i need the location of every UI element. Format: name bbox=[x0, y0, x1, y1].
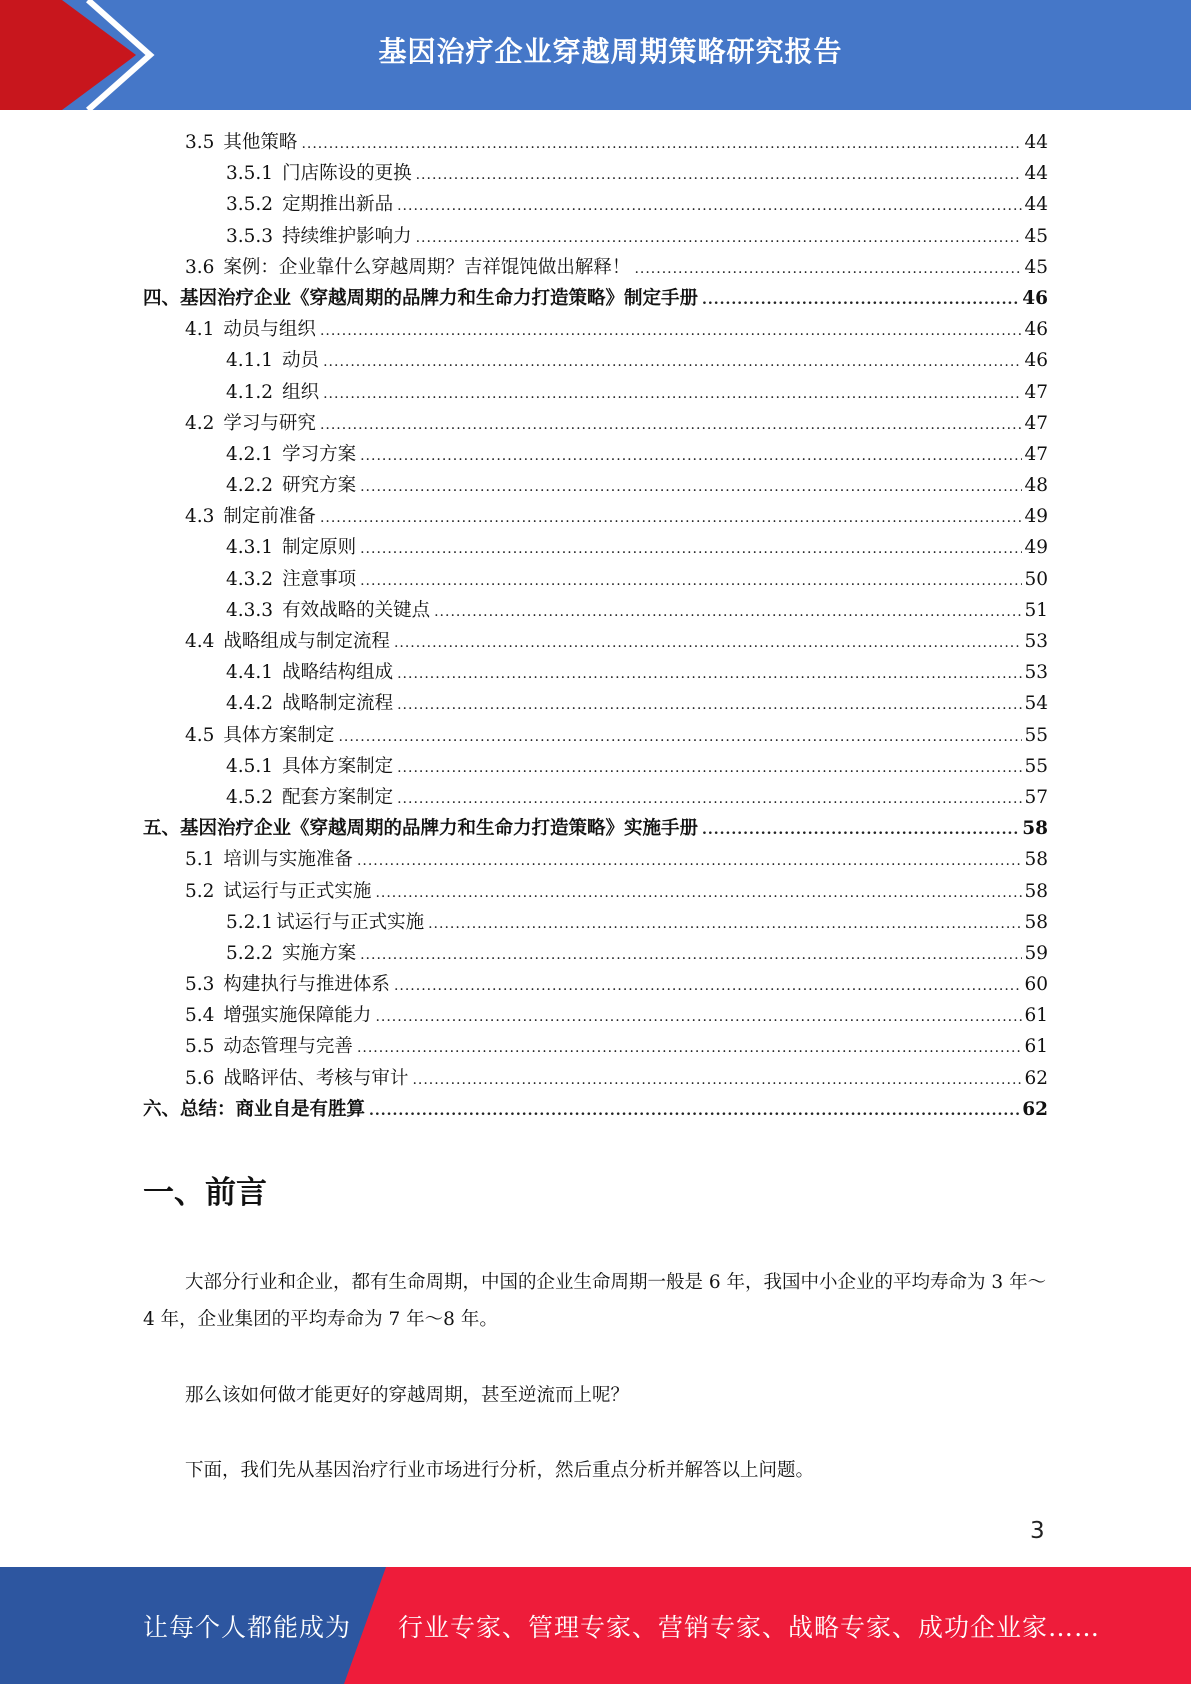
toc-entry-page: 46 bbox=[1024, 350, 1048, 372]
toc-entry-label: 动态管理与完善 bbox=[223, 1036, 353, 1058]
toc-entry-page: 53 bbox=[1024, 662, 1048, 684]
toc-entry-label: 动员 bbox=[282, 350, 320, 372]
toc-entry-number: 5.3 bbox=[185, 974, 215, 996]
toc-entry[interactable] bbox=[143, 844, 1048, 875]
toc-entry-page: 46 bbox=[1022, 287, 1048, 309]
toc-dot-leader bbox=[702, 285, 1020, 316]
toc-entry[interactable] bbox=[143, 688, 1048, 719]
toc-entry-page: 45 bbox=[1024, 256, 1048, 278]
toc-entry-page: 58 bbox=[1024, 849, 1048, 871]
toc-entry[interactable] bbox=[143, 283, 1048, 314]
table-of-contents bbox=[143, 127, 1048, 1125]
toc-entry[interactable] bbox=[143, 782, 1048, 813]
toc-entry-number: 5.5 bbox=[185, 1036, 215, 1058]
toc-entry-page: 58 bbox=[1022, 818, 1048, 840]
toc-entry-label: 门店陈设的更换 bbox=[282, 163, 412, 185]
toc-entry-label: 学习方案 bbox=[282, 443, 357, 465]
toc-entry-page: 53 bbox=[1024, 631, 1048, 652]
toc-entry-page: 49 bbox=[1024, 537, 1048, 559]
toc-entry-label: 试运行与正式实施 bbox=[276, 911, 425, 933]
toc-entry-number: 5.6 bbox=[185, 1067, 215, 1089]
toc-entry[interactable] bbox=[143, 813, 1048, 844]
toc-entry-page: 44 bbox=[1024, 163, 1048, 185]
toc-entry-number: 4.1 bbox=[185, 319, 215, 341]
toc-dot-leader bbox=[397, 191, 1022, 222]
toc-entry-label: 案例：企业靠什么穿越周期？吉祥馄饨做出解释！ bbox=[223, 256, 631, 278]
toc-entry-page: 60 bbox=[1024, 974, 1048, 996]
toc-entry-label: 动员与组织 bbox=[223, 319, 316, 341]
toc-dot-leader bbox=[634, 254, 1022, 285]
toc-entry-number: 4.1.1 bbox=[226, 350, 274, 372]
footer-slogan-left: 让每个人都能成为 bbox=[143, 1612, 352, 1642]
toc-entry-number: 3.5.2 bbox=[226, 194, 274, 216]
toc-entry-label: 具体方案制定 bbox=[282, 755, 394, 777]
toc-dot-leader bbox=[394, 971, 1023, 1002]
body-paragraph: 大部分行业和企业，都有生命周期，中国的企业生命周期一般是 6 年，我国中小企业的平均寿命为 3 年～4 年，企业集团的平均寿命为 7 年～8 年。 bbox=[143, 1272, 1047, 1330]
page-header bbox=[0, 0, 1191, 110]
toc-entry-number: 5.2.2 bbox=[226, 942, 274, 964]
toc-entry-number: 4.3 bbox=[185, 506, 215, 528]
toc-entry-page: 59 bbox=[1024, 942, 1048, 964]
toc-entry-number: 5.4 bbox=[185, 1005, 215, 1027]
toc-dot-leader bbox=[375, 1002, 1022, 1033]
page-number: 3 bbox=[1030, 1518, 1045, 1544]
toc-entry[interactable] bbox=[143, 408, 1048, 439]
toc-dot-leader bbox=[360, 534, 1022, 565]
toc-entry-number: 4.1.2 bbox=[226, 381, 274, 403]
toc-dot-leader bbox=[360, 940, 1022, 971]
toc-dot-leader bbox=[360, 566, 1022, 597]
toc-entry[interactable] bbox=[143, 907, 1048, 938]
toc-entry[interactable] bbox=[143, 439, 1048, 470]
toc-dot-leader bbox=[323, 379, 1022, 410]
toc-entry-label: 六、总结：商业自是有胜算 bbox=[143, 1098, 366, 1120]
toc-entry[interactable] bbox=[143, 657, 1048, 688]
toc-entry[interactable] bbox=[143, 1063, 1048, 1094]
toc-dot-leader bbox=[397, 659, 1022, 690]
toc-entry-page: 62 bbox=[1024, 1067, 1048, 1089]
toc-entry[interactable] bbox=[143, 221, 1048, 252]
toc-entry[interactable] bbox=[143, 720, 1048, 751]
toc-entry-label: 制定原则 bbox=[282, 537, 357, 559]
toc-entry-number: 4.4.1 bbox=[226, 662, 274, 684]
body-paragraph: 那么该如何做才能更好的穿越周期，甚至逆流而上呢？ bbox=[185, 1385, 630, 1406]
toc-entry-page: 47 bbox=[1024, 381, 1048, 403]
toc-entry-number: 4.2.1 bbox=[226, 443, 274, 465]
toc-dot-leader bbox=[702, 815, 1020, 846]
toc-entry-page: 55 bbox=[1024, 755, 1048, 777]
toc-entry-number: 4.2.2 bbox=[226, 475, 274, 497]
toc-entry[interactable] bbox=[143, 501, 1048, 532]
toc-entry-number: 3.6 bbox=[185, 256, 215, 278]
toc-entry[interactable] bbox=[143, 189, 1048, 220]
toc-entry-page: 48 bbox=[1024, 475, 1048, 497]
toc-entry[interactable] bbox=[143, 1031, 1048, 1062]
toc-dot-leader bbox=[412, 1065, 1022, 1096]
toc-entry[interactable] bbox=[143, 252, 1048, 283]
toc-entry-number: 4.5.1 bbox=[226, 755, 274, 777]
toc-dot-leader bbox=[397, 753, 1022, 784]
toc-entry-label: 战略组成与制定流程 bbox=[223, 631, 390, 652]
toc-dot-leader bbox=[428, 909, 1022, 940]
toc-entry-label: 五、基因治疗企业《穿越周期的品牌力和生命力打造策略》实施手册 bbox=[143, 818, 699, 840]
toc-dot-leader bbox=[369, 1096, 1020, 1127]
toc-entry-page: 62 bbox=[1022, 1098, 1048, 1120]
toc-entry[interactable] bbox=[143, 938, 1048, 969]
toc-entry[interactable] bbox=[143, 1000, 1048, 1031]
toc-entry-number: 3.5 bbox=[185, 132, 215, 153]
toc-entry-label: 学习与研究 bbox=[223, 412, 316, 434]
toc-entry-label: 有效战略的关键点 bbox=[282, 599, 431, 621]
toc-entry-number: 5.2 bbox=[185, 880, 215, 902]
section-heading: 一、前言 bbox=[143, 1175, 267, 1211]
report-title: 基因治疗企业穿越周期策略研究报告 bbox=[378, 35, 843, 68]
toc-entry[interactable] bbox=[143, 377, 1048, 408]
toc-entry-number: 4.4.2 bbox=[226, 693, 274, 715]
toc-entry-label: 四、基因治疗企业《穿越周期的品牌力和生命力打造策略》制定手册 bbox=[143, 287, 699, 309]
toc-dot-leader bbox=[360, 472, 1022, 503]
toc-entry-number: 4.5 bbox=[185, 724, 215, 746]
toc-entry-page: 61 bbox=[1024, 1005, 1048, 1027]
toc-entry-number: 4.3.2 bbox=[226, 568, 274, 590]
toc-entry[interactable] bbox=[143, 751, 1048, 782]
toc-entry-page: 47 bbox=[1024, 412, 1048, 434]
toc-dot-leader bbox=[394, 628, 1023, 659]
toc-entry-number: 4.3.1 bbox=[226, 537, 274, 559]
toc-entry-page: 58 bbox=[1024, 911, 1048, 933]
toc-entry-label: 增强实施保障能力 bbox=[223, 1005, 372, 1027]
toc-entry[interactable] bbox=[143, 158, 1048, 189]
toc-entry[interactable] bbox=[143, 969, 1048, 1000]
toc-dot-leader bbox=[320, 503, 1023, 534]
toc-dot-leader bbox=[357, 1033, 1023, 1064]
toc-entry-page: 44 bbox=[1024, 132, 1048, 153]
toc-dot-leader bbox=[416, 160, 1023, 191]
toc-dot-leader bbox=[397, 784, 1022, 815]
toc-entry-page: 54 bbox=[1024, 693, 1048, 715]
toc-entry-label: 具体方案制定 bbox=[223, 724, 335, 746]
toc-entry-page: 57 bbox=[1024, 786, 1048, 808]
toc-entry-page: 45 bbox=[1024, 225, 1048, 247]
toc-entry-page: 51 bbox=[1024, 599, 1048, 621]
toc-entry-label: 构建执行与推进体系 bbox=[223, 974, 390, 996]
toc-entry[interactable] bbox=[143, 532, 1048, 563]
toc-dot-leader bbox=[416, 223, 1023, 254]
toc-entry-number: 4.5.2 bbox=[226, 786, 274, 808]
toc-entry-label: 配套方案制定 bbox=[282, 786, 394, 808]
toc-entry-page: 47 bbox=[1024, 443, 1048, 465]
toc-entry[interactable] bbox=[143, 876, 1048, 907]
toc-dot-leader bbox=[301, 129, 1022, 160]
toc-entry[interactable] bbox=[143, 595, 1048, 626]
toc-entry-label: 持续维护影响力 bbox=[282, 225, 412, 247]
toc-entry-label: 其他策略 bbox=[223, 132, 298, 153]
toc-entry-label: 注意事项 bbox=[282, 568, 357, 590]
toc-entry[interactable] bbox=[143, 564, 1048, 595]
toc-entry-label: 培训与实施准备 bbox=[223, 849, 353, 871]
toc-dot-leader bbox=[434, 597, 1022, 628]
toc-entry[interactable] bbox=[143, 626, 1048, 657]
toc-entry-number: 4.3.3 bbox=[226, 599, 274, 621]
toc-entry-label: 定期推出新品 bbox=[282, 194, 394, 216]
page-footer bbox=[0, 1567, 1191, 1684]
toc-entry-label: 研究方案 bbox=[282, 475, 357, 497]
toc-entry-label: 战略评估、考核与审计 bbox=[223, 1067, 409, 1089]
toc-entry-number: 3.5.3 bbox=[226, 225, 274, 247]
toc-entry-number: 5.1 bbox=[185, 849, 215, 871]
toc-dot-leader bbox=[397, 690, 1022, 721]
toc-dot-leader bbox=[338, 722, 1022, 753]
toc-entry[interactable] bbox=[143, 127, 1048, 158]
toc-entry-number: 4.4 bbox=[185, 631, 215, 652]
toc-entry-number: 5.2.1 bbox=[226, 911, 274, 933]
toc-entry-label: 试运行与正式实施 bbox=[223, 880, 372, 902]
toc-entry-label: 制定前准备 bbox=[223, 506, 316, 528]
toc-entry[interactable] bbox=[143, 314, 1048, 345]
toc-entry-page: 55 bbox=[1024, 724, 1048, 746]
toc-dot-leader bbox=[360, 441, 1022, 472]
toc-entry-label: 战略结构组成 bbox=[282, 662, 394, 684]
body-paragraph: 下面，我们先从基因治疗行业市场进行分析，然后重点分析并解答以上问题。 bbox=[185, 1460, 815, 1481]
toc-entry-number: 4.2 bbox=[185, 412, 215, 434]
toc-dot-leader bbox=[357, 846, 1023, 877]
footer-slogan-right: 行业专家、管理专家、营销专家、战略专家、成功企业家…… bbox=[398, 1612, 1101, 1642]
toc-entry-label: 战略制定流程 bbox=[282, 693, 394, 715]
toc-dot-leader bbox=[323, 347, 1022, 378]
toc-entry-number: 3.5.1 bbox=[226, 163, 274, 185]
toc-entry-page: 61 bbox=[1024, 1036, 1048, 1058]
toc-entry[interactable] bbox=[143, 470, 1048, 501]
toc-entry-page: 50 bbox=[1024, 568, 1048, 590]
toc-entry-page: 46 bbox=[1024, 319, 1048, 341]
toc-entry-label: 实施方案 bbox=[282, 942, 357, 964]
toc-entry-label: 组织 bbox=[282, 381, 320, 403]
toc-entry[interactable] bbox=[143, 345, 1048, 376]
toc-dot-leader bbox=[320, 410, 1023, 441]
toc-entry-page: 49 bbox=[1024, 506, 1048, 528]
toc-entry[interactable] bbox=[143, 1094, 1048, 1125]
toc-entry-page: 58 bbox=[1024, 880, 1048, 902]
toc-entry-page: 44 bbox=[1024, 194, 1048, 216]
toc-dot-leader bbox=[320, 316, 1023, 347]
toc-dot-leader bbox=[375, 878, 1022, 909]
